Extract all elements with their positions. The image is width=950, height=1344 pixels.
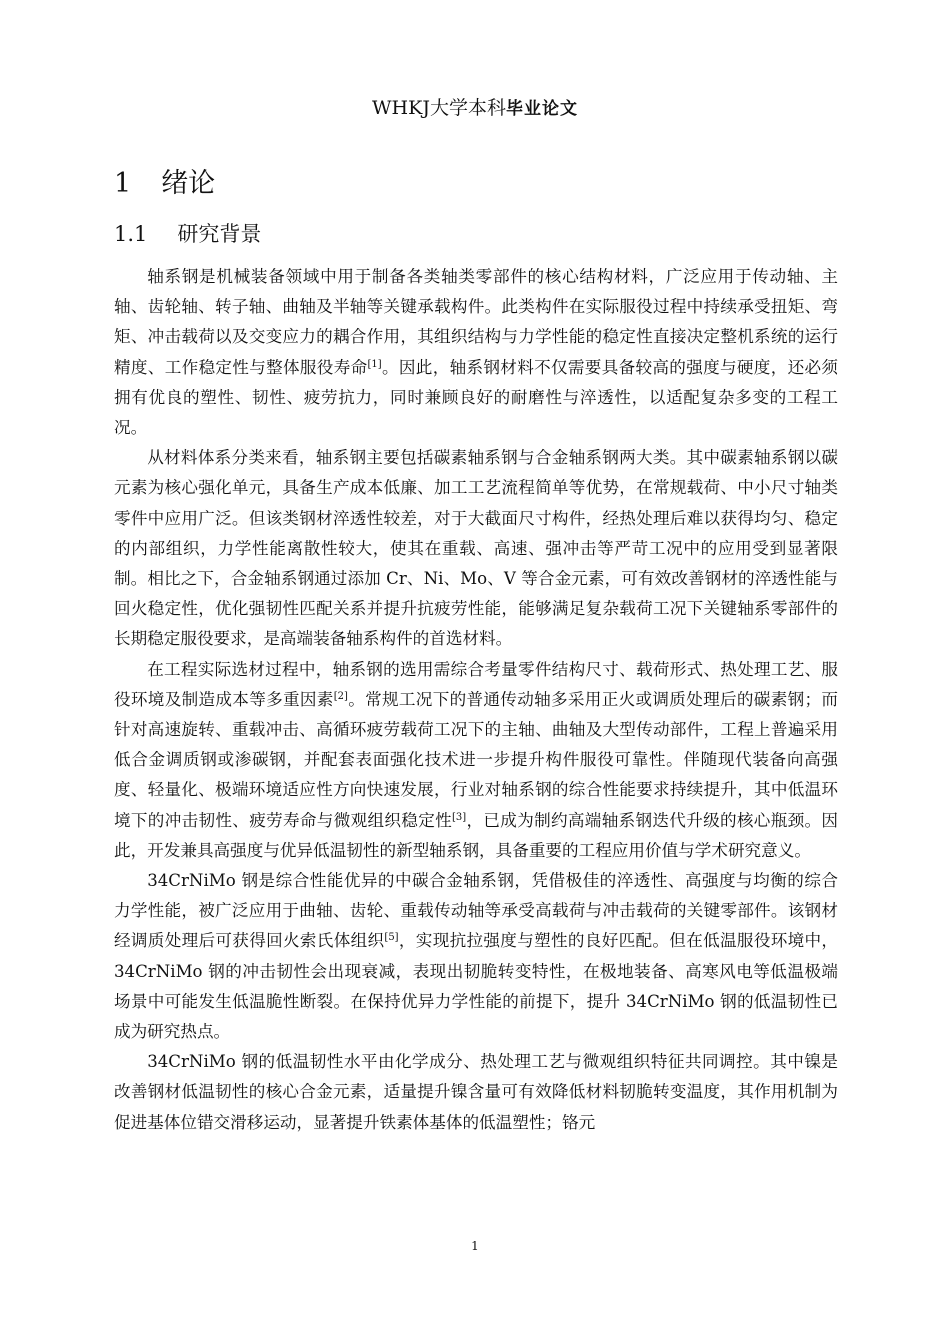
running-header xyxy=(0,94,950,123)
body-text xyxy=(114,262,838,1138)
paragraph-text: 。因此，轴系钢材料不仅需要具备较高的强度与硬度，还必须拥有优良的塑性、韧性、疲劳抗力，同时兼顾良好的耐磨性与淬透性，以适配复杂多变的工程工况。 xyxy=(114,357,839,438)
paragraph-text: 从材料体系分类来看，轴系钢主要包括碳素轴系钢与合金轴系钢两大类。其中碳素轴系钢以碳元素为核心强化单元，具备生产成本低廉、加工工艺流程简单等优势，在常规载荷、中小尺寸轴类零件中应用广泛。但该类钢材淬透性较差，对于大截面尺寸构件，经热处理后难以获得均匀、稳定的内部组织，力学性能离散性较大，使其在重载、高速、强冲击等严苛工况中的应用受到显著限制。相比之下，合金轴系钢通过添加 Cr、Ni、Mo、V 等合金元素，可有效改善钢材的淬透性能与回火稳定性，优化强韧性匹配关系并提升抗疲劳性能，能够满足复杂载荷工况下关键轴系零部件的长期稳定服役要求，是高端装备轴系构件的首选材料。 xyxy=(114,448,838,649)
chapter-number: 1 xyxy=(114,168,132,199)
section-title: 研究背景 xyxy=(177,222,262,246)
chapter-heading xyxy=(114,166,215,202)
paragraph-text: 34CrNiMo 钢的低温韧性水平由化学成分、热处理工艺与微观组织特征共同调控。其中镍是改善钢材低温韧性的核心合金元素，适量提升镍含量可有效降低材料韧脆转变温度，其作用机制为促进基体位错交滑移运动，显著提升铁素体基体的低温塑性；铬元 xyxy=(114,1052,838,1132)
page-number: 1 xyxy=(471,1239,479,1253)
section-heading xyxy=(114,218,261,250)
paragraph xyxy=(114,443,838,654)
citation: [1] xyxy=(367,358,382,370)
paragraph-text: 34CrNiMo 钢是综合性能优异的中碳合金轴系钢，凭借极佳的淬透性、高强度与均衡的综合力学性能，被广泛应用于曲轴、齿轮、重载传动轴等承受高载荷与冲击载荷的关键零部件。该钢材经调质处理后可获得回火索氏体组织 xyxy=(114,871,838,951)
chapter-title: 绪论 xyxy=(161,168,216,199)
paragraph-text: ，实现抗拉强度与塑性的良好匹配。但在低温服役环境中，34CrNiMo 钢的冲击韧性会出现衰减，表现出韧脆转变特性，在极地装备、高寒风电等低温极端场景中可能发生低温脆性断裂。在保持优异力学性能的前提下，提升 34CrNiMo 钢的低温韧性已成为研究热点。 xyxy=(114,931,839,1042)
section-number: 1.1 xyxy=(114,222,148,246)
paragraph xyxy=(114,655,838,866)
paragraph-text: 在工程实际选材过程中，轴系钢的选用需综合考量零件结构尺寸、载荷形式、热处理工艺、服役环境及制造成本等多重因素 xyxy=(114,659,838,709)
paragraph-text: 。常规工况下的普通传动轴多采用正火或调质处理后的碳素钢；而针对高速旋转、重载冲击、高循环疲劳载荷工况下的主轴、曲轴及大型传动部件，工程上普遍采用低合金调质钢或渗碳钢，并配套表面强化技术进一步提升构件服役可靠性。伴随现代装备向高强度、轻量化、极端环境适应性方向快速发展，行业对轴系钢的综合性能要求持续提升，其中低温环境下的冲击韧性、疲劳寿命与微观组织稳定性 xyxy=(114,689,839,830)
header-university: WHKJ大学本科 xyxy=(372,97,506,119)
citation: [5] xyxy=(384,932,399,944)
paragraph xyxy=(114,1047,838,1138)
citation: [2] xyxy=(333,690,348,702)
paragraph xyxy=(114,866,838,1047)
paragraph-text: 轴系钢是机械装备领域中用于制备各类轴类零部件的核心结构材料，广泛应用于传动轴、主轴、齿轮轴、转子轴、曲轴及半轴等关键承载构件。此类构件在实际服役过程中持续承受扭矩、弯矩、冲击载荷以及交变应力的耦合作用，其组织结构与力学性能的稳定性直接决定整机系统的运行精度、工作稳定性与整体服役寿命 xyxy=(114,267,838,377)
paragraph xyxy=(114,262,838,443)
citation: [3] xyxy=(452,811,467,823)
paragraph-text: ，已成为制约高端轴系钢迭代升级的核心瓶颈。因此，开发兼具高强度与优异低温韧性的新型轴系钢，具备重要的工程应用价值与学术研究意义。 xyxy=(114,810,839,860)
header-thesis-label: 毕业论文 xyxy=(505,99,578,119)
